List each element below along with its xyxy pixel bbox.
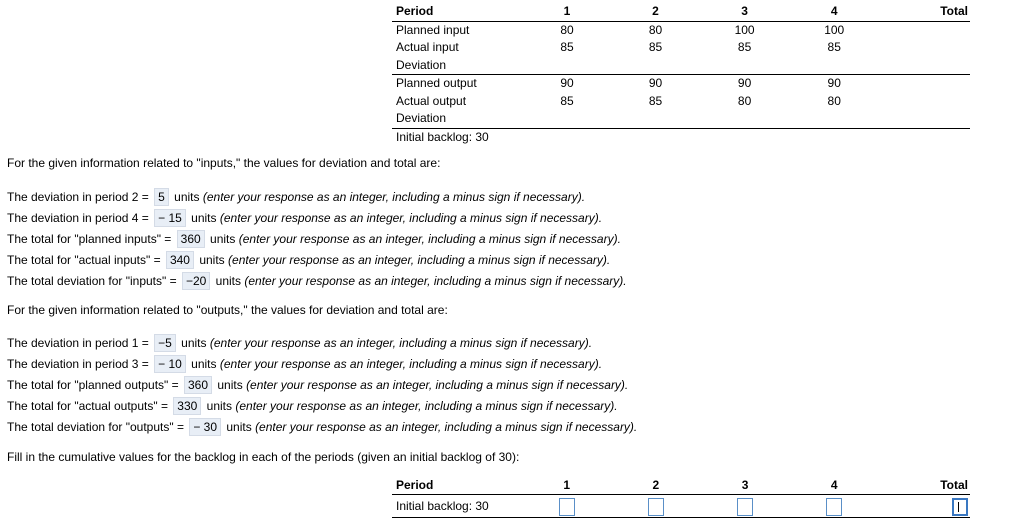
table-cell: 85 <box>560 93 574 108</box>
table-row <box>392 495 970 518</box>
output-question <box>7 418 637 436</box>
output-question <box>7 376 628 394</box>
header-period-1: 1 <box>520 477 609 495</box>
hint-text: (enter your response as an integer, including a minus sign if necessary). <box>244 274 627 288</box>
table-cell: 90 <box>648 76 663 90</box>
table-row <box>392 75 970 93</box>
hint-text: (enter your response as an integer, including a minus sign if necessary). <box>228 253 611 267</box>
table-cell: 90 <box>560 76 574 90</box>
answer-field[interactable]: − 10 <box>154 355 186 373</box>
table-cell <box>877 110 970 128</box>
header-period-3: 3 <box>698 477 787 495</box>
header-period-2: 2 <box>609 3 698 21</box>
table-cell: 100 <box>824 22 845 37</box>
outputs-intro: For the given information related to "outputs," the values for deviation and total are: <box>7 303 448 317</box>
units-label: units <box>174 190 200 204</box>
output-question <box>7 355 602 373</box>
table-cell: 80 <box>737 93 752 108</box>
table-cell: 90 <box>737 76 752 90</box>
table-cell <box>609 57 698 75</box>
output-question <box>7 334 592 352</box>
header-period-4: 4 <box>788 477 877 495</box>
table-cell <box>521 57 610 75</box>
backlog-input-total[interactable] <box>952 498 968 516</box>
input-question <box>7 251 610 269</box>
input-question <box>7 272 627 290</box>
row-label: Deviation <box>392 110 521 128</box>
answer-field[interactable]: − 30 <box>189 418 221 436</box>
units-label: units <box>181 336 207 350</box>
table-cell: 100 <box>734 22 755 37</box>
question-prefix: The deviation in period 2 = <box>7 190 149 204</box>
question-prefix: The deviation in period 1 = <box>7 336 149 350</box>
units-label: units <box>215 274 242 288</box>
backlog-input-3[interactable] <box>737 498 753 516</box>
answer-field[interactable]: −20 <box>182 272 210 290</box>
table-row <box>392 110 970 128</box>
answer-field[interactable]: − 15 <box>154 209 186 227</box>
units-label: units <box>191 357 217 371</box>
table-cell: 90 <box>827 76 841 90</box>
header-period-3: 3 <box>698 3 788 21</box>
row-label: Deviation <box>392 57 521 75</box>
header-period-4: 4 <box>787 3 877 21</box>
question-prefix: The deviation in period 4 = <box>7 211 149 225</box>
table-cell <box>698 57 788 75</box>
question-prefix: The total deviation for "outputs" = <box>7 420 184 434</box>
hint-text: (enter your response as an integer, including a minus sign if necessary). <box>235 399 618 413</box>
question-prefix: The total for "actual inputs" = <box>7 253 161 267</box>
row-label: Planned input <box>396 22 470 37</box>
header-period: Period <box>392 3 521 21</box>
table-cell <box>877 21 970 39</box>
table-cell <box>609 110 698 128</box>
table-header-row <box>392 477 970 495</box>
units-label: units <box>210 232 236 246</box>
input-question <box>7 188 585 206</box>
output-question <box>7 397 618 415</box>
table-cell <box>877 57 970 75</box>
table-cell <box>698 110 788 128</box>
header-period-1: 1 <box>521 3 610 21</box>
table-cell <box>521 110 610 128</box>
question-prefix: The total for "planned inputs" = <box>7 232 172 246</box>
header-total: Total <box>877 477 970 495</box>
question-prefix: The total for "planned outputs" = <box>7 378 179 392</box>
table-cell <box>877 75 970 93</box>
backlog-cell-2 <box>609 495 698 518</box>
question-prefix: The deviation in period 3 = <box>7 357 149 371</box>
hint-text: (enter your response as an integer, including a minus sign if necessary). <box>255 420 638 434</box>
answer-field[interactable]: 340 <box>166 251 194 269</box>
table-cell: 80 <box>827 93 841 108</box>
units-label: units <box>226 420 252 434</box>
hint-text: (enter your response as an integer, including a minus sign if necessary). <box>202 190 586 204</box>
table-row <box>392 93 970 111</box>
hint-text: (enter your response as an integer, including a minus sign if necessary). <box>209 336 593 350</box>
units-label: units <box>199 253 225 267</box>
table-row <box>392 21 970 39</box>
table-cell <box>877 93 970 111</box>
hint-text: (enter your response as an integer, including a minus sign if necessary). <box>219 357 603 371</box>
backlog-cell-3 <box>698 495 787 518</box>
table-cell: 85 <box>737 40 752 54</box>
header-period-2: 2 <box>609 477 698 495</box>
answer-field[interactable]: −5 <box>154 334 176 352</box>
table-cell <box>877 39 970 57</box>
table-cell: 80 <box>648 22 663 37</box>
backlog-intro: Fill in the cumulative values for the backlog in each of the periods (given an initial backlog of 30): <box>7 450 520 464</box>
row-label: Actual input <box>396 40 459 54</box>
table-footer-row <box>392 128 970 146</box>
hint-text: (enter your response as an integer, including a minus sign if necessary). <box>219 211 603 225</box>
question-prefix: The total deviation for "inputs" = <box>7 274 177 288</box>
backlog-cell-4 <box>788 495 877 518</box>
answer-field[interactable]: 360 <box>177 230 205 248</box>
table-row <box>392 39 970 57</box>
backlog-input-4[interactable] <box>826 498 842 516</box>
table-cell <box>787 57 877 75</box>
header-total: Total <box>877 3 970 21</box>
table-cell <box>787 110 877 128</box>
header-period: Period <box>392 477 520 495</box>
input-question <box>7 230 621 248</box>
table-cell: 85 <box>827 40 841 54</box>
inputs-intro: For the given information related to "inputs," the values for deviation and total are: <box>7 156 441 170</box>
input-output-table <box>392 3 970 146</box>
answer-field[interactable]: 5 <box>154 188 169 206</box>
answer-field[interactable]: 360 <box>184 376 212 394</box>
units-label: units <box>191 211 217 225</box>
backlog-cell-total <box>877 495 970 518</box>
answer-field[interactable]: 330 <box>173 397 201 415</box>
question-prefix: The total for "actual outputs" = <box>7 399 168 413</box>
backlog-input-2[interactable] <box>648 498 664 516</box>
table-cell: 85 <box>560 40 574 54</box>
units-label: units <box>206 399 233 413</box>
hint-text: (enter your response as an integer, including a minus sign if necessary). <box>238 232 621 246</box>
row-label: Planned output <box>396 76 477 90</box>
input-question <box>7 209 602 227</box>
table-cell: 85 <box>648 93 663 108</box>
backlog-cell-1 <box>520 495 609 518</box>
hint-text: (enter your response as an integer, including a minus sign if necessary). <box>246 378 629 392</box>
row-label: Initial backlog: 30 <box>392 495 520 518</box>
backlog-table <box>392 477 970 518</box>
table-row <box>392 57 970 75</box>
initial-backlog-label: Initial backlog: 30 <box>396 129 489 144</box>
units-label: units <box>217 378 243 392</box>
table-cell: 80 <box>560 22 574 37</box>
table-cell: 85 <box>648 40 663 54</box>
backlog-input-1[interactable] <box>559 498 575 516</box>
row-label: Actual output <box>396 93 467 108</box>
table-header-row <box>392 3 970 21</box>
